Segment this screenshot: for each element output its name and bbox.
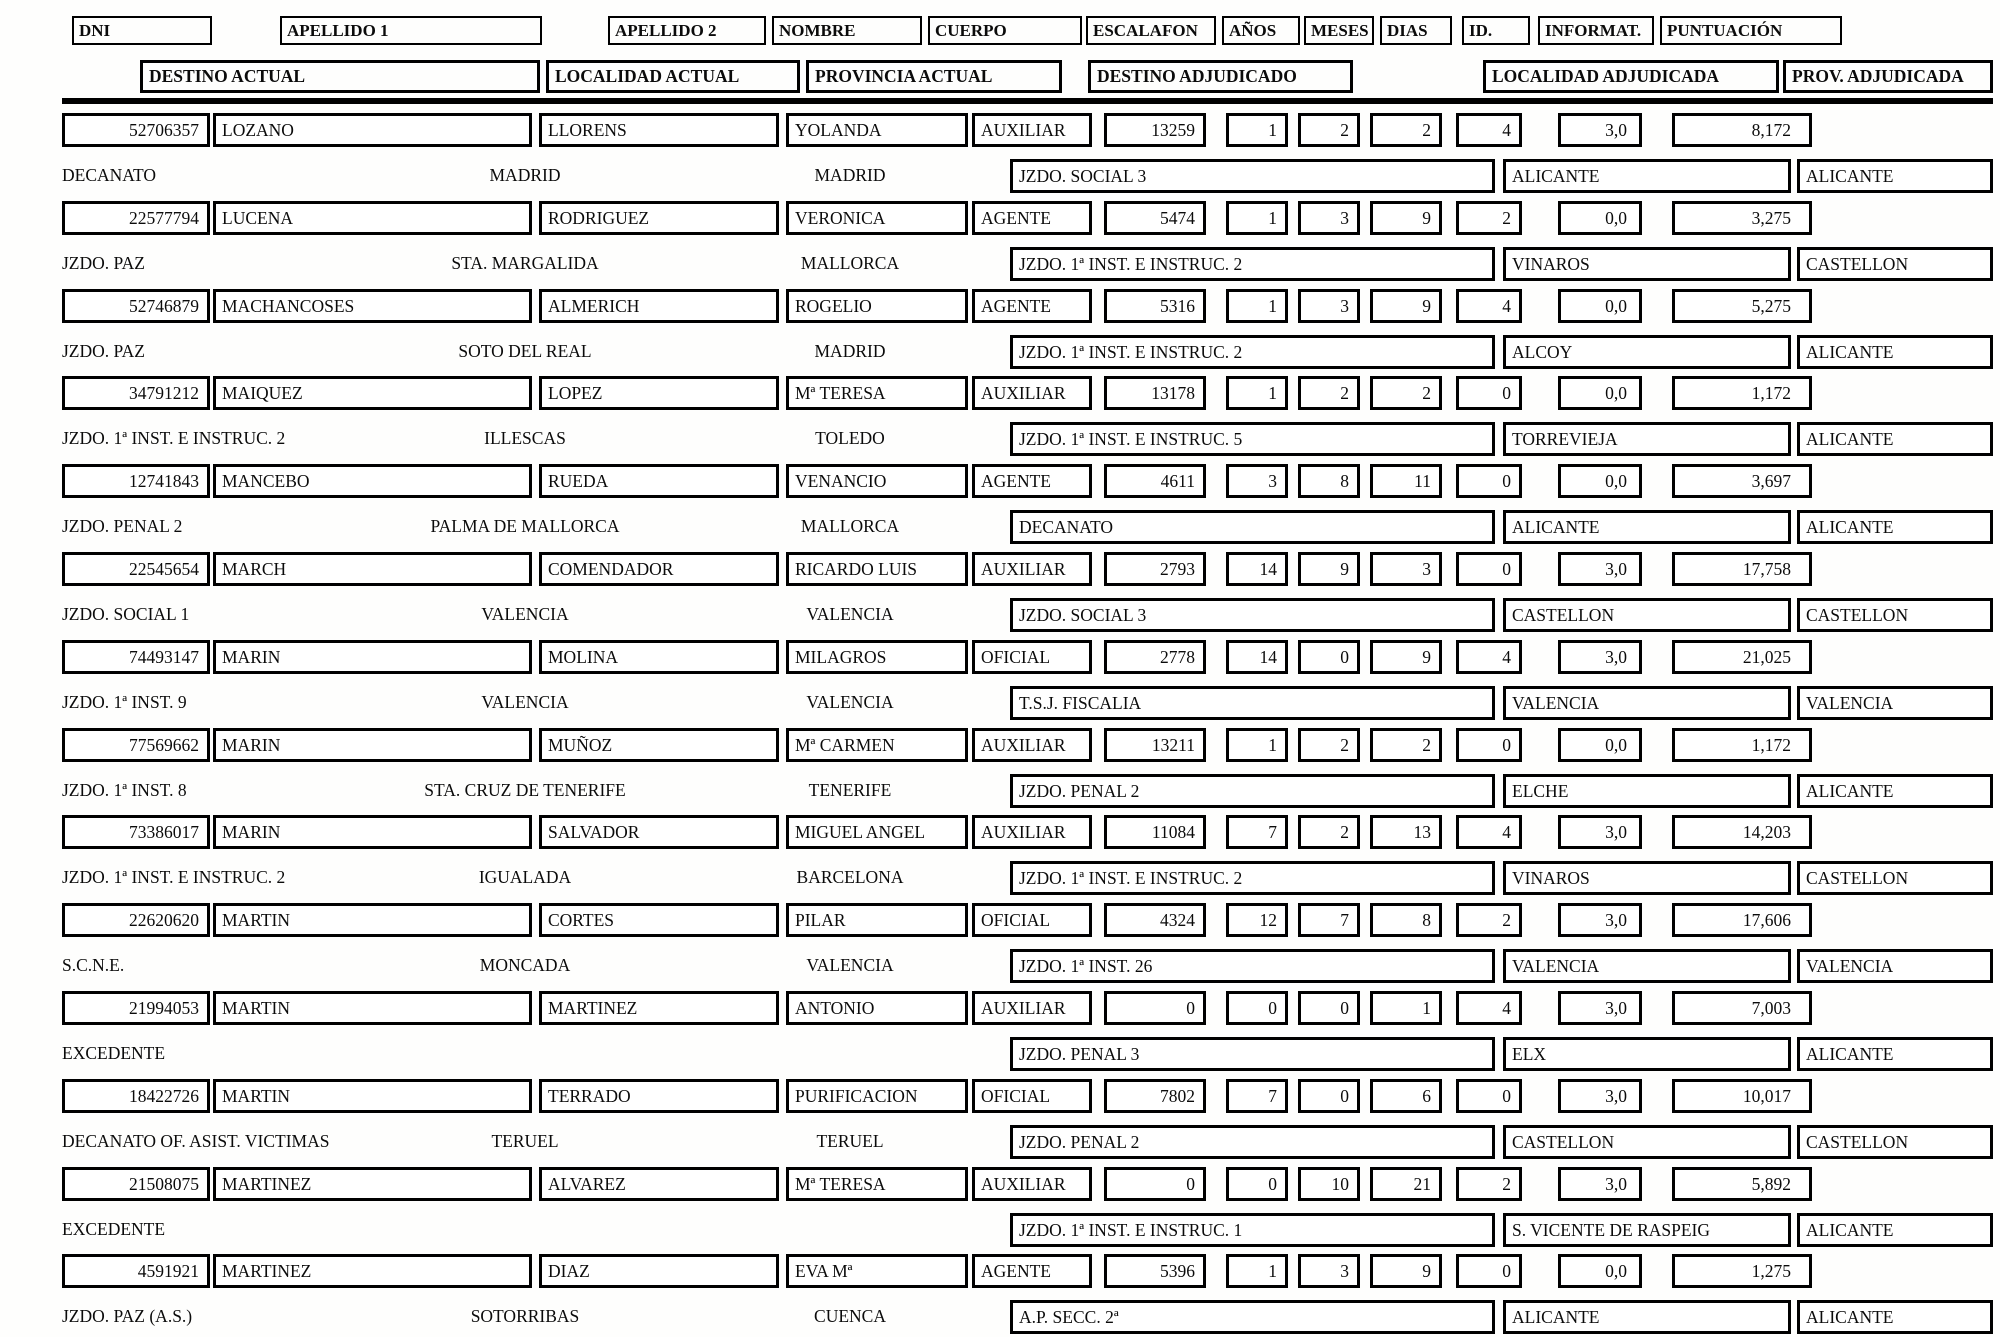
record-row bbox=[0, 815, 2000, 903]
apellido1-value: MARIN bbox=[213, 815, 532, 849]
dias-value: 8 bbox=[1370, 903, 1442, 937]
escalafon-value: 0 bbox=[1104, 991, 1206, 1025]
cuerpo-value: AGENTE bbox=[972, 464, 1092, 498]
puntuacion-value: 3,697 bbox=[1672, 464, 1812, 498]
prov-adjudicada-value: CASTELLON bbox=[1797, 247, 1993, 281]
record-row bbox=[0, 1254, 2000, 1337]
destino-actual-value: EXCEDENTE bbox=[62, 1042, 166, 1063]
localidad-adjudicada-value: TORREVIEJA bbox=[1503, 422, 1791, 456]
puntuacion-value: 5,892 bbox=[1672, 1167, 1812, 1201]
header-apellido1: APELLIDO 1 bbox=[280, 16, 542, 45]
nombre-value: Mª TERESA bbox=[786, 376, 968, 410]
header-destino-adjudicado: DESTINO ADJUDICADO bbox=[1088, 60, 1353, 93]
prov-adjudicada-value: ALICANTE bbox=[1797, 1300, 1993, 1334]
escalafon-value: 0 bbox=[1104, 1167, 1206, 1201]
dni-value: 22577794 bbox=[62, 201, 210, 235]
escalafon-value: 2778 bbox=[1104, 640, 1206, 674]
puntuacion-value: 1,172 bbox=[1672, 376, 1812, 410]
id-value: 2 bbox=[1456, 201, 1522, 235]
id-value: 0 bbox=[1456, 376, 1522, 410]
nombre-value: PILAR bbox=[786, 903, 968, 937]
anos-value: 7 bbox=[1226, 1079, 1288, 1113]
informat-value: 0,0 bbox=[1558, 201, 1642, 235]
destino-adjudicado-value: JZDO. 1ª INST. 26 bbox=[1010, 949, 1495, 983]
informat-value: 3,0 bbox=[1558, 903, 1642, 937]
apellido1-value: MANCEBO bbox=[213, 464, 532, 498]
provincia-actual-value: VALENCIA bbox=[806, 691, 894, 712]
nombre-value: ANTONIO bbox=[786, 991, 968, 1025]
destino-actual-value: S.C.N.E. bbox=[62, 955, 125, 976]
apellido1-value: MARTIN bbox=[213, 991, 532, 1025]
nombre-value: YOLANDA bbox=[786, 113, 968, 147]
provincia-actual-value: TOLEDO bbox=[815, 428, 885, 449]
localidad-actual-value: MADRID bbox=[489, 165, 561, 185]
apellido1-value: MARIN bbox=[213, 728, 532, 762]
cuerpo-value: AGENTE bbox=[972, 289, 1092, 323]
localidad-actual-value: STA. CRUZ DE TENERIFE bbox=[424, 779, 626, 800]
destino-adjudicado-value: JZDO. PENAL 3 bbox=[1010, 1037, 1495, 1071]
escalafon-value: 5316 bbox=[1104, 289, 1206, 323]
provincia-actual-value: TERUEL bbox=[816, 1130, 884, 1151]
provincia-actual-value: MADRID bbox=[814, 165, 886, 185]
prov-adjudicada-value: ALICANTE bbox=[1797, 159, 1993, 193]
apellido2-value: RUEDA bbox=[539, 464, 779, 498]
prov-adjudicada-value: ALICANTE bbox=[1797, 1213, 1993, 1247]
header-escalafon: ESCALAFON bbox=[1086, 16, 1216, 45]
prov-adjudicada-value: ALICANTE bbox=[1797, 335, 1993, 369]
header-prov-adjudicada: PROV. ADJUDICADA bbox=[1783, 60, 1993, 93]
localidad-actual-value bbox=[325, 1213, 725, 1247]
anos-value: 1 bbox=[1226, 201, 1288, 235]
informat-value: 0,0 bbox=[1558, 289, 1642, 323]
dias-value: 1 bbox=[1370, 991, 1442, 1025]
anos-value: 14 bbox=[1226, 640, 1288, 674]
prov-adjudicada-value: CASTELLON bbox=[1797, 1125, 1993, 1159]
destino-adjudicado-value: JZDO. 1ª INST. E INSTRUC. 2 bbox=[1010, 247, 1495, 281]
cuerpo-value: AGENTE bbox=[972, 1254, 1092, 1288]
provincia-actual-value: MALLORCA bbox=[800, 516, 900, 537]
provincia-actual-value: MADRID bbox=[814, 340, 886, 361]
escalafon-value: 4324 bbox=[1104, 903, 1206, 937]
apellido1-value: MARTINEZ bbox=[213, 1167, 532, 1201]
prov-adjudicada-value: VALENCIA bbox=[1797, 949, 1993, 983]
apellido1-value: LOZANO bbox=[213, 113, 532, 147]
puntuacion-value: 7,003 bbox=[1672, 991, 1812, 1025]
record-row bbox=[0, 728, 2000, 816]
nombre-value: Mª TERESA bbox=[786, 1167, 968, 1201]
apellido2-value: ALMERICH bbox=[539, 289, 779, 323]
puntuacion-value: 8,172 bbox=[1672, 113, 1812, 147]
puntuacion-value: 17,758 bbox=[1672, 552, 1812, 586]
anos-value: 1 bbox=[1226, 289, 1288, 323]
puntuacion-value: 3,275 bbox=[1672, 201, 1812, 235]
record-row bbox=[0, 991, 2000, 1079]
cuerpo-value: OFICIAL bbox=[972, 640, 1092, 674]
escalafon-value: 5396 bbox=[1104, 1254, 1206, 1288]
dias-value: 6 bbox=[1370, 1079, 1442, 1113]
destino-actual-value: DECANATO OF. ASIST. VICTIMAS bbox=[62, 1130, 330, 1151]
informat-value: 3,0 bbox=[1558, 113, 1642, 147]
nombre-value: VENANCIO bbox=[786, 464, 968, 498]
meses-value: 10 bbox=[1298, 1167, 1360, 1201]
id-value: 4 bbox=[1456, 815, 1522, 849]
header-apellido2: APELLIDO 2 bbox=[608, 16, 766, 45]
informat-value: 3,0 bbox=[1558, 640, 1642, 674]
localidad-actual-value: IGUALADA bbox=[478, 867, 572, 888]
dias-value: 9 bbox=[1370, 1254, 1442, 1288]
id-value: 2 bbox=[1456, 903, 1522, 937]
cuerpo-value: AGENTE bbox=[972, 201, 1092, 235]
prov-adjudicada-value: VALENCIA bbox=[1797, 686, 1993, 720]
meses-value: 0 bbox=[1298, 991, 1360, 1025]
localidad-adjudicada-value: S. VICENTE DE RASPEIG bbox=[1503, 1213, 1791, 1247]
anos-value: 14 bbox=[1226, 552, 1288, 586]
record-row bbox=[0, 1167, 2000, 1255]
destino-adjudicado-value: JZDO. PENAL 2 bbox=[1010, 1125, 1495, 1159]
header-destino-actual: DESTINO ACTUAL bbox=[140, 60, 540, 93]
record-row bbox=[0, 903, 2000, 991]
meses-value: 3 bbox=[1298, 289, 1360, 323]
apellido2-value: MARTINEZ bbox=[539, 991, 779, 1025]
id-value: 4 bbox=[1456, 991, 1522, 1025]
dni-value: 73386017 bbox=[62, 815, 210, 849]
dias-value: 3 bbox=[1370, 552, 1442, 586]
meses-value: 3 bbox=[1298, 1254, 1360, 1288]
informat-value: 0,0 bbox=[1558, 728, 1642, 762]
anos-value: 7 bbox=[1226, 815, 1288, 849]
dias-value: 9 bbox=[1370, 640, 1442, 674]
dias-value: 11 bbox=[1370, 464, 1442, 498]
header-informat: INFORMAT. bbox=[1538, 16, 1654, 45]
meses-value: 3 bbox=[1298, 201, 1360, 235]
escalafon-value: 5474 bbox=[1104, 201, 1206, 235]
provincia-actual-value: TENERIFE bbox=[808, 779, 892, 800]
destino-actual-value: JZDO. 1ª INST. E INSTRUC. 2 bbox=[62, 867, 286, 888]
localidad-adjudicada-value: VALENCIA bbox=[1503, 686, 1791, 720]
dni-value: 34791212 bbox=[62, 376, 210, 410]
apellido2-value: COMENDADOR bbox=[539, 552, 779, 586]
meses-value: 0 bbox=[1298, 640, 1360, 674]
localidad-actual-value: TERUEL bbox=[491, 1130, 559, 1151]
localidad-actual-value: SOTORRIBAS bbox=[470, 1306, 580, 1327]
destino-actual-value: JZDO. 1ª INST. 8 bbox=[62, 779, 187, 800]
id-value: 2 bbox=[1456, 1167, 1522, 1201]
header-id: ID. bbox=[1462, 16, 1530, 45]
apellido1-value: MAIQUEZ bbox=[213, 376, 532, 410]
apellido1-value: MARTIN bbox=[213, 1079, 532, 1113]
localidad-adjudicada-value: ELX bbox=[1503, 1037, 1791, 1071]
localidad-actual-value: SOTO DEL REAL bbox=[458, 340, 592, 361]
anos-value: 3 bbox=[1226, 464, 1288, 498]
id-value: 4 bbox=[1456, 113, 1522, 147]
nombre-value: Mª CARMEN bbox=[786, 728, 968, 762]
dni-value: 52706357 bbox=[62, 113, 210, 147]
puntuacion-value: 1,275 bbox=[1672, 1254, 1812, 1288]
meses-value: 8 bbox=[1298, 464, 1360, 498]
cuerpo-value: AUXILIAR bbox=[972, 1167, 1092, 1201]
localidad-adjudicada-value: ALICANTE bbox=[1503, 510, 1791, 544]
header-dni: DNI bbox=[72, 16, 212, 45]
cuerpo-value: AUXILIAR bbox=[972, 376, 1092, 410]
localidad-adjudicada-value: VINAROS bbox=[1503, 247, 1791, 281]
nombre-value: EVA Mª bbox=[786, 1254, 968, 1288]
dias-value: 9 bbox=[1370, 289, 1442, 323]
id-value: 4 bbox=[1456, 289, 1522, 323]
prov-adjudicada-value: ALICANTE bbox=[1797, 774, 1993, 808]
dias-value: 13 bbox=[1370, 815, 1442, 849]
dni-value: 22545654 bbox=[62, 552, 210, 586]
header-localidad-actual: LOCALIDAD ACTUAL bbox=[546, 60, 800, 93]
nombre-value: ROGELIO bbox=[786, 289, 968, 323]
provincia-actual-value bbox=[720, 1213, 980, 1247]
localidad-adjudicada-value: ALICANTE bbox=[1503, 1300, 1791, 1334]
nombre-value: RICARDO LUIS bbox=[786, 552, 968, 586]
escalafon-value: 2793 bbox=[1104, 552, 1206, 586]
dni-value: 74493147 bbox=[62, 640, 210, 674]
apellido2-value: SALVADOR bbox=[539, 815, 779, 849]
dias-value: 2 bbox=[1370, 728, 1442, 762]
header-provincia-actual: PROVINCIA ACTUAL bbox=[806, 60, 1062, 93]
apellido2-value: LLORENS bbox=[539, 113, 779, 147]
dni-value: 77569662 bbox=[62, 728, 210, 762]
destino-actual-value: DECANATO bbox=[62, 165, 156, 185]
anos-value: 0 bbox=[1226, 991, 1288, 1025]
apellido2-value: MUÑOZ bbox=[539, 728, 779, 762]
destino-adjudicado-value: JZDO. PENAL 2 bbox=[1010, 774, 1495, 808]
record-row bbox=[0, 289, 2000, 377]
localidad-actual-value: ILLESCAS bbox=[484, 428, 566, 449]
localidad-adjudicada-value: ELCHE bbox=[1503, 774, 1791, 808]
record-row bbox=[0, 552, 2000, 640]
apellido2-value: ALVAREZ bbox=[539, 1167, 779, 1201]
apellido1-value: MARCH bbox=[213, 552, 532, 586]
nombre-value: VERONICA bbox=[786, 201, 968, 235]
destino-actual-value: JZDO. 1ª INST. 9 bbox=[62, 691, 187, 712]
meses-value: 2 bbox=[1298, 376, 1360, 410]
apellido2-value: DIAZ bbox=[539, 1254, 779, 1288]
destino-actual-value: JZDO. SOCIAL 1 bbox=[62, 603, 190, 624]
header-divider-rule bbox=[62, 98, 1993, 104]
id-value: 0 bbox=[1456, 1079, 1522, 1113]
informat-value: 3,0 bbox=[1558, 552, 1642, 586]
id-value: 4 bbox=[1456, 640, 1522, 674]
localidad-actual-value: MONCADA bbox=[479, 955, 571, 976]
record-row bbox=[0, 201, 2000, 289]
header-localidad-adjudicada: LOCALIDAD ADJUDICADA bbox=[1483, 60, 1779, 93]
cuerpo-value: OFICIAL bbox=[972, 1079, 1092, 1113]
cuerpo-value: AUXILIAR bbox=[972, 728, 1092, 762]
prov-adjudicada-value: CASTELLON bbox=[1797, 598, 1993, 632]
destino-actual-value: JZDO. PAZ bbox=[62, 252, 145, 273]
informat-value: 0,0 bbox=[1558, 1254, 1642, 1288]
dias-value: 21 bbox=[1370, 1167, 1442, 1201]
localidad-adjudicada-value: CASTELLON bbox=[1503, 598, 1791, 632]
dni-value: 18422726 bbox=[62, 1079, 210, 1113]
localidad-actual-value: VALENCIA bbox=[481, 603, 569, 624]
header-dias: DIAS bbox=[1380, 16, 1452, 45]
destino-adjudicado-value: A.P. SECC. 2ª bbox=[1010, 1300, 1495, 1334]
escalafon-value: 4611 bbox=[1104, 464, 1206, 498]
cuerpo-value: AUXILIAR bbox=[972, 113, 1092, 147]
apellido2-value: MOLINA bbox=[539, 640, 779, 674]
dni-value: 21994053 bbox=[62, 991, 210, 1025]
meses-value: 7 bbox=[1298, 903, 1360, 937]
informat-value: 0,0 bbox=[1558, 464, 1642, 498]
puntuacion-value: 5,275 bbox=[1672, 289, 1812, 323]
meses-value: 2 bbox=[1298, 815, 1360, 849]
informat-value: 3,0 bbox=[1558, 1167, 1642, 1201]
apellido2-value: LOPEZ bbox=[539, 376, 779, 410]
apellido2-value: CORTES bbox=[539, 903, 779, 937]
nombre-value: MIGUEL ANGEL bbox=[786, 815, 968, 849]
localidad-adjudicada-value: CASTELLON bbox=[1503, 1125, 1791, 1159]
record-row bbox=[0, 464, 2000, 552]
localidad-actual-value: STA. MARGALIDA bbox=[451, 252, 599, 273]
id-value: 0 bbox=[1456, 464, 1522, 498]
id-value: 0 bbox=[1456, 552, 1522, 586]
apellido1-value: MARTIN bbox=[213, 903, 532, 937]
dni-value: 21508075 bbox=[62, 1167, 210, 1201]
destino-adjudicado-value: JZDO. 1ª INST. E INSTRUC. 1 bbox=[1010, 1213, 1495, 1247]
nombre-value: MILAGROS bbox=[786, 640, 968, 674]
dni-value: 12741843 bbox=[62, 464, 210, 498]
escalafon-value: 13259 bbox=[1104, 113, 1206, 147]
cuerpo-value: AUXILIAR bbox=[972, 991, 1092, 1025]
anos-value: 1 bbox=[1226, 376, 1288, 410]
meses-value: 0 bbox=[1298, 1079, 1360, 1113]
localidad-adjudicada-value: ALCOY bbox=[1503, 335, 1791, 369]
destino-actual-value: JZDO. PAZ (A.S.) bbox=[62, 1306, 193, 1327]
nombre-value: PURIFICACION bbox=[786, 1079, 968, 1113]
destino-adjudicado-value: JZDO. 1ª INST. E INSTRUC. 2 bbox=[1010, 335, 1495, 369]
localidad-actual-value bbox=[325, 1037, 725, 1071]
destino-actual-value: JZDO. PAZ bbox=[62, 340, 145, 361]
apellido2-value: RODRIGUEZ bbox=[539, 201, 779, 235]
header-anos: AÑOS bbox=[1222, 16, 1300, 45]
record-row bbox=[0, 376, 2000, 464]
destino-actual-value: EXCEDENTE bbox=[62, 1218, 166, 1239]
meses-value: 2 bbox=[1298, 113, 1360, 147]
dni-value: 22620620 bbox=[62, 903, 210, 937]
provincia-actual-value: VALENCIA bbox=[806, 603, 894, 624]
records-list bbox=[0, 113, 2000, 1337]
destino-adjudicado-value: T.S.J. FISCALIA bbox=[1010, 686, 1495, 720]
cuerpo-value: AUXILIAR bbox=[972, 815, 1092, 849]
header-nombre: NOMBRE bbox=[772, 16, 922, 45]
meses-value: 2 bbox=[1298, 728, 1360, 762]
apellido1-value: MARIN bbox=[213, 640, 532, 674]
escalafon-value: 13211 bbox=[1104, 728, 1206, 762]
record-row bbox=[0, 1079, 2000, 1167]
apellido1-value: LUCENA bbox=[213, 201, 532, 235]
meses-value: 9 bbox=[1298, 552, 1360, 586]
localidad-adjudicada-value: VINAROS bbox=[1503, 861, 1791, 895]
destino-adjudicado-value: JZDO. 1ª INST. E INSTRUC. 2 bbox=[1010, 861, 1495, 895]
informat-value: 0,0 bbox=[1558, 376, 1642, 410]
destino-actual-value: JZDO. PENAL 2 bbox=[62, 516, 183, 537]
provincia-actual-value: MALLORCA bbox=[800, 252, 900, 273]
prov-adjudicada-value: CASTELLON bbox=[1797, 861, 1993, 895]
header-meses: MESES bbox=[1304, 16, 1374, 45]
provincia-actual-value: BARCELONA bbox=[796, 867, 904, 888]
cuerpo-value: OFICIAL bbox=[972, 903, 1092, 937]
prov-adjudicada-value: ALICANTE bbox=[1797, 1037, 1993, 1071]
dias-value: 9 bbox=[1370, 201, 1442, 235]
provincia-actual-value bbox=[720, 1037, 980, 1071]
puntuacion-value: 21,025 bbox=[1672, 640, 1812, 674]
prov-adjudicada-value: ALICANTE bbox=[1797, 510, 1993, 544]
anos-value: 1 bbox=[1226, 728, 1288, 762]
puntuacion-value: 10,017 bbox=[1672, 1079, 1812, 1113]
record-row bbox=[0, 113, 2000, 201]
destino-adjudicado-value: DECANATO bbox=[1010, 510, 1495, 544]
informat-value: 3,0 bbox=[1558, 991, 1642, 1025]
dias-value: 2 bbox=[1370, 113, 1442, 147]
localidad-actual-value: VALENCIA bbox=[481, 691, 569, 712]
provincia-actual-value: CUENCA bbox=[814, 1306, 886, 1327]
dni-value: 4591921 bbox=[62, 1254, 210, 1288]
puntuacion-value: 17,606 bbox=[1672, 903, 1812, 937]
anos-value: 1 bbox=[1226, 1254, 1288, 1288]
localidad-adjudicada-value: VALENCIA bbox=[1503, 949, 1791, 983]
apellido2-value: TERRADO bbox=[539, 1079, 779, 1113]
localidad-adjudicada-value: ALICANTE bbox=[1503, 159, 1791, 193]
record-row bbox=[0, 640, 2000, 728]
escalafon-value: 7802 bbox=[1104, 1079, 1206, 1113]
anos-value: 12 bbox=[1226, 903, 1288, 937]
id-value: 0 bbox=[1456, 1254, 1522, 1288]
puntuacion-value: 14,203 bbox=[1672, 815, 1812, 849]
header-puntuacion: PUNTUACIÓN bbox=[1660, 16, 1842, 45]
destino-adjudicado-value: JZDO. 1ª INST. E INSTRUC. 5 bbox=[1010, 422, 1495, 456]
dias-value: 2 bbox=[1370, 376, 1442, 410]
localidad-actual-value: PALMA DE MALLORCA bbox=[430, 516, 620, 537]
dni-value: 52746879 bbox=[62, 289, 210, 323]
escalafon-value: 11084 bbox=[1104, 815, 1206, 849]
header-cuerpo: CUERPO bbox=[928, 16, 1082, 45]
cuerpo-value: AUXILIAR bbox=[972, 552, 1092, 586]
informat-value: 3,0 bbox=[1558, 815, 1642, 849]
destino-adjudicado-value: JZDO. SOCIAL 3 bbox=[1010, 159, 1495, 193]
id-value: 0 bbox=[1456, 728, 1522, 762]
anos-value: 0 bbox=[1226, 1167, 1288, 1201]
apellido1-value: MARTINEZ bbox=[213, 1254, 532, 1288]
apellido1-value: MACHANCOSES bbox=[213, 289, 532, 323]
prov-adjudicada-value: ALICANTE bbox=[1797, 422, 1993, 456]
destino-adjudicado-value: JZDO. SOCIAL 3 bbox=[1010, 598, 1495, 632]
provincia-actual-value: VALENCIA bbox=[806, 955, 894, 976]
anos-value: 1 bbox=[1226, 113, 1288, 147]
informat-value: 3,0 bbox=[1558, 1079, 1642, 1113]
puntuacion-value: 1,172 bbox=[1672, 728, 1812, 762]
destino-actual-value: JZDO. 1ª INST. E INSTRUC. 2 bbox=[62, 428, 286, 449]
escalafon-value: 13178 bbox=[1104, 376, 1206, 410]
